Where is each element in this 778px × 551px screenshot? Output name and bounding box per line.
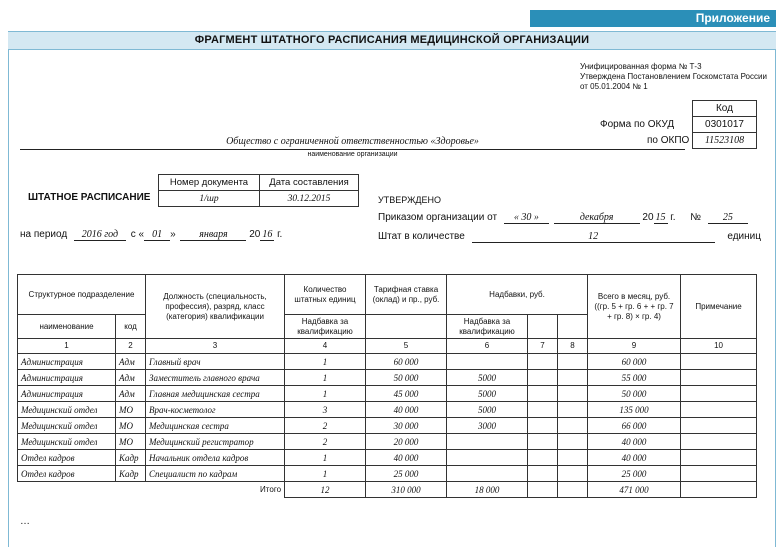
table-row [18, 370, 757, 386]
organization-name: Общество с ограниченной ответственностью «Здоровье» [20, 136, 685, 150]
cell-empty [558, 418, 588, 434]
period-month: января [180, 229, 246, 241]
cell-count: 1 [285, 370, 366, 386]
column-number: 9 [588, 339, 681, 354]
totals-total: 471 000 [588, 482, 681, 498]
cell-bonus [447, 450, 528, 466]
cell-total: 66 000 [588, 418, 681, 434]
table-row [18, 434, 757, 450]
header-bonus: Надбавки, руб. [447, 275, 588, 315]
cell-code: МО [116, 434, 146, 450]
year-prefix: 20 [642, 212, 654, 223]
order-year: 15 [655, 212, 666, 223]
cell-bonus: 5000 [447, 370, 528, 386]
okpo-label: по ОКПО [647, 135, 690, 146]
column-number: 2 [116, 339, 146, 354]
staff-label: Штат в количестве [378, 231, 465, 242]
column-number: 8 [558, 339, 588, 354]
cell-code: МО [116, 402, 146, 418]
header-bonus-extra [558, 315, 588, 339]
cell-dept: Медицинский отдел [18, 402, 116, 418]
column-numbers-row [18, 339, 757, 354]
cell-position: Специалист по кадрам [146, 466, 285, 482]
cell-bonus: 5000 [447, 402, 528, 418]
period-year: 16 [262, 229, 273, 240]
cell-position: Медицинский регистратор [146, 434, 285, 450]
cell-note [681, 370, 757, 386]
ellipsis: … [20, 516, 30, 527]
okpo-value: 11523108 [693, 133, 757, 149]
cell-dept: Администрация [18, 386, 116, 402]
column-number: 7 [528, 339, 558, 354]
cell-position: Заместитель главного врача [146, 370, 285, 386]
table-row [18, 386, 757, 402]
cell-empty [528, 434, 558, 450]
order-month: декабря [554, 212, 640, 224]
totals-bonus: 18 000 [447, 482, 528, 498]
cell-note [681, 418, 757, 434]
cell-bonus [447, 466, 528, 482]
cell-empty [528, 354, 558, 370]
cell-position: Начальник отдела кадров [146, 450, 285, 466]
cell-empty [558, 402, 588, 418]
header-bonus-extra [528, 315, 558, 339]
cell-note [681, 450, 757, 466]
column-number: 4 [285, 339, 366, 354]
cell-count: 1 [285, 450, 366, 466]
cell-position: Врач-косметолог [146, 402, 285, 418]
cell-total: 135 000 [588, 402, 681, 418]
cell-rate: 50 000 [366, 370, 447, 386]
order-label: Приказом организации от [378, 212, 498, 223]
number-label: № [690, 212, 702, 223]
doc-number-value: 1/шр [159, 191, 260, 207]
cell-code: Кадр [116, 450, 146, 466]
cell-empty [528, 466, 558, 482]
cell-code: Адм [116, 370, 146, 386]
cell-dept: Отдел кадров [18, 466, 116, 482]
document-label: ШТАТНОЕ РАСПИСАНИЕ [28, 192, 151, 203]
quote-open: « [513, 212, 519, 223]
cell-position: Медицинская сестра [146, 418, 285, 434]
cell-position: Главный врач [146, 354, 285, 370]
cell-rate: 20 000 [366, 434, 447, 450]
cell-count: 1 [285, 354, 366, 370]
cell-total: 60 000 [588, 354, 681, 370]
header-struct: Структурное подразделение [18, 275, 146, 315]
cell-bonus [447, 354, 528, 370]
cell-total: 40 000 [588, 450, 681, 466]
cell-empty [528, 386, 558, 402]
order-day-value: 30 [521, 212, 532, 223]
form-note-line: от 05.01.2004 № 1 [580, 82, 648, 91]
column-number: 3 [146, 339, 285, 354]
approved-label: УТВЕРЖДЕНО [378, 195, 442, 205]
cell-note [681, 402, 757, 418]
period-line [20, 229, 282, 241]
cell-position: Главная медицинская сестра [146, 386, 285, 402]
cell-note [681, 466, 757, 482]
column-number: 10 [681, 339, 757, 354]
totals-label: Итого [18, 482, 285, 498]
okud-value: 0301017 [693, 117, 757, 133]
period-year-prefix: 20 [249, 229, 261, 240]
order-day [504, 212, 549, 224]
cell-empty [558, 354, 588, 370]
cell-total: 50 000 [588, 386, 681, 402]
cell-total: 55 000 [588, 370, 681, 386]
cell-note [681, 386, 757, 402]
cell-empty [558, 370, 588, 386]
cell-note [681, 434, 757, 450]
column-number: 6 [447, 339, 528, 354]
column-number: 5 [366, 339, 447, 354]
cell-total: 40 000 [588, 434, 681, 450]
cell-empty [528, 450, 558, 466]
cell-dept: Администрация [18, 370, 116, 386]
cell-bonus: 5000 [447, 386, 528, 402]
cell-count: 2 [285, 434, 366, 450]
cell-rate: 45 000 [366, 386, 447, 402]
table-body [18, 354, 757, 482]
column-number: 1 [18, 339, 116, 354]
header-note: Примечание [681, 275, 757, 339]
cell-rate: 40 000 [366, 402, 447, 418]
cell-empty [528, 370, 558, 386]
document-table [158, 174, 359, 207]
header-rate-sub [366, 315, 447, 339]
codes-table [692, 100, 757, 149]
header-rate: Тарифная ставка (оклад) и пр., руб. [366, 275, 447, 315]
form-note-line: Унифицированная форма № Т-3 [580, 62, 702, 71]
okud-label: Форма по ОКУД [600, 119, 675, 130]
cell-empty [528, 402, 558, 418]
period-year-suffix: г. [277, 229, 283, 240]
cell-empty [558, 434, 588, 450]
table-row [18, 418, 757, 434]
cell-count: 2 [285, 418, 366, 434]
appendix-badge: Приложение [530, 10, 776, 27]
cell-rate: 60 000 [366, 354, 447, 370]
totals-empty [558, 482, 588, 498]
year-suffix: г. [670, 212, 676, 223]
cell-empty [558, 450, 588, 466]
cell-rate: 25 000 [366, 466, 447, 482]
cell-empty [558, 466, 588, 482]
table-row [18, 466, 757, 482]
cell-rate: 30 000 [366, 418, 447, 434]
approved-order-line [378, 212, 748, 224]
staff-table [17, 274, 757, 498]
totals-rate: 310 000 [366, 482, 447, 498]
totals-row [18, 482, 757, 498]
order-number: 25 [708, 212, 748, 224]
cell-count: 1 [285, 466, 366, 482]
quote-close: » [533, 212, 539, 223]
doc-number-header: Номер документа [159, 175, 260, 191]
totals-empty [528, 482, 558, 498]
cell-count: 1 [285, 386, 366, 402]
header-count-sub: Надбавка за квалификацию [285, 315, 366, 339]
cell-dept: Медицинский отдел [18, 418, 116, 434]
header-name: наименование [18, 315, 116, 339]
cell-empty [528, 418, 558, 434]
cell-dept: Медицинский отдел [18, 434, 116, 450]
cell-bonus: 3000 [447, 418, 528, 434]
doc-date-value: 30.12.2015 [260, 191, 359, 207]
cell-code: Адм [116, 386, 146, 402]
header-count: Количество штатных единиц [285, 275, 366, 315]
doc-date-header: Дата составления [260, 175, 359, 191]
cell-count: 3 [285, 402, 366, 418]
totals-count: 12 [285, 482, 366, 498]
period-label: на период [20, 229, 68, 240]
header-bonus-sub: Надбавка за квалификацию [447, 315, 528, 339]
period-value: 2016 год [74, 229, 126, 241]
staff-unit: единиц [727, 231, 761, 242]
cell-empty [558, 386, 588, 402]
table-row [18, 450, 757, 466]
totals-empty [681, 482, 757, 498]
cell-dept: Администрация [18, 354, 116, 370]
period-from: с [130, 229, 136, 240]
page-title: ФРАГМЕНТ ШТАТНОГО РАСПИСАНИЯ МЕДИЦИНСКОЙ ОРГАНИЗАЦИИ [8, 31, 776, 50]
cell-note [681, 354, 757, 370]
organization-caption: наименование организации [307, 151, 398, 158]
staff-value: 12 [472, 231, 715, 243]
header-code: код [116, 315, 146, 339]
table-row [18, 354, 757, 370]
cell-dept: Отдел кадров [18, 450, 116, 466]
header-total: Всего в месяц, руб. ((гр. 5 + гр. 6 + + гр. 7 + гр. 8) × гр. 4) [588, 275, 681, 339]
period-day: 01 [144, 229, 170, 241]
form-note-line: Утверждена Постановлением Госкомстата России [580, 72, 767, 81]
cell-code: Кадр [116, 466, 146, 482]
cell-rate: 40 000 [366, 450, 447, 466]
staff-line [378, 231, 761, 243]
cell-total: 25 000 [588, 466, 681, 482]
cell-code: Адм [116, 354, 146, 370]
cell-code: МО [116, 418, 146, 434]
cell-bonus [447, 434, 528, 450]
period-quote-open: « [138, 229, 145, 240]
codes-header: Код [693, 101, 757, 117]
header-position: Должность (специальность, профессия), разряд, класс (категория) квалификации [146, 275, 285, 339]
table-row [18, 402, 757, 418]
form-note [580, 62, 770, 92]
period-quote-close: » [170, 229, 176, 240]
